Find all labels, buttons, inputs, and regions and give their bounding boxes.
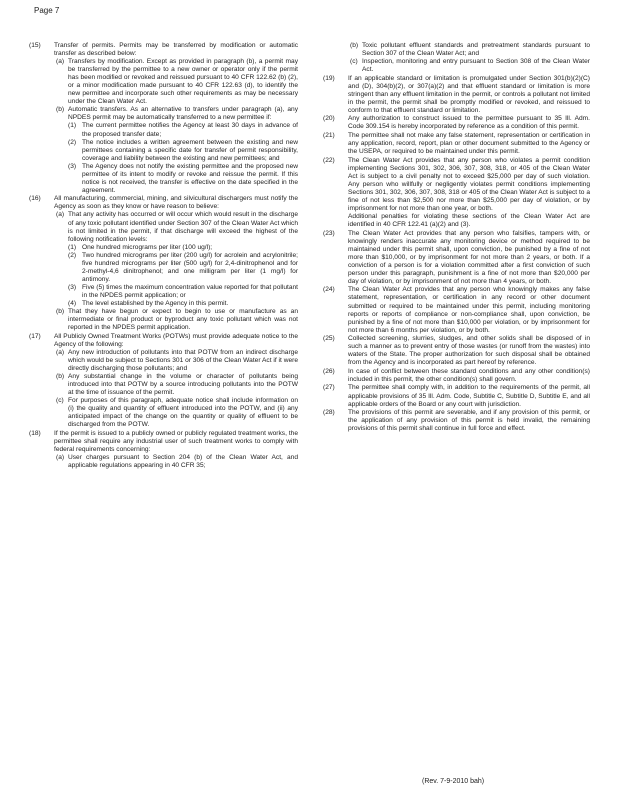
condition-item <box>322 132 590 156</box>
condition-text: All manufacturing, commercial, mining, and silvicultural dischargers must notify the Agency as soon as they know or have reason to believe: <box>54 195 298 211</box>
nested-subcondition-label: (3) <box>68 283 77 291</box>
condition-item <box>322 368 590 384</box>
nested-subcondition <box>68 244 298 252</box>
condition-text: If an applicable standard or limitation is promulgated under Section 301(b)(2)(C) and (D), 304(b)(2), or 307(a)(2) and that effluent standard or limitation is more stringent than any effluent limitation in the permit, or controls a pollutant not limited in the permit, the permit shall be promptly modified or revoked, and reissued to conform to that effluent standard or limitation. <box>348 74 590 114</box>
subcondition-label: (b) <box>350 42 359 49</box>
condition-number: (15) <box>29 42 41 49</box>
left-column <box>28 42 298 470</box>
subcondition <box>54 373 298 397</box>
condition-item <box>322 115 590 131</box>
nested-subcondition <box>68 284 298 300</box>
nested-subcondition <box>68 139 298 163</box>
condition-text: Transfer of permits. Permits may be transferred by modification or automatic transfer as described below: <box>54 42 298 58</box>
subcondition-label: (a) <box>56 211 65 219</box>
subcondition <box>348 58 590 74</box>
subcondition-label: (b) <box>56 308 65 316</box>
page-number: Page 7 <box>34 6 60 15</box>
condition-number: (23) <box>323 229 335 237</box>
condition-extra-text: Additional penalties for violating these sections of the Clean Water Act are identified in 40 CFR 122.41 (a)(2) and (3). <box>348 212 590 229</box>
nested-subcondition-text: Five (5) times the maximum concentration value reported for that pollutant in the NPDES permit application; or <box>82 283 298 299</box>
condition-number: (16) <box>29 195 41 203</box>
condition-item <box>322 286 590 334</box>
condition-item <box>322 384 590 408</box>
subcondition <box>54 308 298 332</box>
subcondition-text: Any new introduction of pollutants into that POTW from an indirect discharge which would be subject to Sections 301 or 306 of the Clean Water Act if it were directly discharging those pollutants; and <box>68 348 298 372</box>
condition-text: The permittee shall not make any false statement, representation or certification in any application, record, report, plan or other document submitted to the Agency or the USEPA, or required to be maintained under this permit. <box>348 132 590 156</box>
condition-number: (25) <box>323 335 335 343</box>
subcondition-text: That they have begun or expect to begin to use or manufacture as an intermediate or final product or byproduct any toxic pollutant which was not reported in the NPDES permit application. <box>68 308 298 332</box>
right-column <box>322 42 590 434</box>
subcondition <box>54 106 298 195</box>
subcondition-text: Automatic transfers. As an alternative to transfers under paragraph (a), any NPDES permit may be automatically transferred to a new permittee if: <box>68 106 298 122</box>
condition-text: Collected screening, slurries, sludges, and other solids shall be disposed of in such a manner as to prevent entry of those wastes (or runoff from the wastes) into waters of the State. The proper authorization for such disposal shall be obtained from the Agency and is incorporated as part hereof by reference. <box>348 335 590 367</box>
subcondition-text: Any substantial change in the volume or character of pollutants being introduced into that POTW by a source introducing pollutants into the POTW at the time of issuance of the permit. <box>68 372 298 397</box>
condition-text: Any authorization to construct issued to the permittee pursuant to 35 Ill. Adm. Code 309.154 is hereby incorporated by reference as a condition of this permit. <box>348 115 590 131</box>
revision-footer: (Rev. 7-9-2010 bah) <box>422 778 485 785</box>
condition-number: (18) <box>29 429 41 437</box>
condition-number: (20) <box>323 115 335 123</box>
nested-subcondition-text: Two hundred micrograms per liter (200 ug/l) for acrolein and acrylonitrile; five hundred micrograms per liter (500 ug/l) for 2,4-dinitrophenol and for 2-methyl-4,6 dinitrophenol; and one milligram per liter (1 mg/l) for antimony. <box>82 251 298 283</box>
condition-item <box>322 409 590 433</box>
condition-item <box>322 75 590 115</box>
condition-text: All Publicly Owned Treatment Works (POTWs) must provide adequate notice to the Agency of the following: <box>54 332 298 348</box>
subcondition-label: (a) <box>56 348 65 356</box>
condition-item <box>28 333 298 430</box>
nested-subcondition <box>68 300 298 308</box>
subcondition-text: User charges pursuant to Section 204 (b) of the Clean Water Act, and applicable regulations appearing in 40 CFR 35; <box>68 453 298 469</box>
subcondition <box>54 397 298 429</box>
condition-text: The provisions of this permit are severable, and if any provision of this permit, or the application of any provision of this permit is held invalid, the remaining provisions of this permit shall continue in full force and effect. <box>348 409 590 433</box>
subcondition-text: For purposes of this paragraph, adequate notice shall include information on (i) the quality and quantity of effluent introduced into the POTW, and (ii) any anticipated impact of the change on the quantity or quality of effluent to be discharged from the POTW. <box>68 397 298 429</box>
nested-subcondition-label: (4) <box>68 300 77 307</box>
nested-subcondition-text: One hundred micrograms per liter (100 ug/l); <box>82 243 213 251</box>
condition-number: (28) <box>323 409 335 417</box>
condition-number: (21) <box>323 132 335 140</box>
condition-item <box>28 195 298 332</box>
nested-subcondition-label: (1) <box>68 243 77 251</box>
condition-number: (22) <box>323 156 335 164</box>
subcondition-label: (a) <box>56 453 65 461</box>
nested-subcondition-label: (3) <box>68 162 77 170</box>
condition-number: (24) <box>323 286 335 294</box>
subcondition-label: (c) <box>56 397 64 405</box>
subcondition-text: Transfers by modification. Except as provided in paragraph (b), a permit may be transferred by the permittee to a new owner or operator only if the permit has been modified or revoked and reissued pursuant to 40 CFR 122.62 (b) (2), or a minor modification made pursuant to 40 CFR 122.63 (d), to identify the new permittee and incorporate such other requirements as may be necessary under the Clean Water Act. <box>68 58 298 106</box>
condition-number: (26) <box>323 367 335 375</box>
condition-text: In case of conflict between these standard conditions and any other condition(s) included in this permit, the other condition(s) shall govern. <box>348 367 590 383</box>
condition-item <box>322 335 590 367</box>
condition-text: The Clean Water Act provides that any person who violates a permit condition implementing Sections 301, 302, 306, 307, 308, 318, or 405 of the Clean Water Act is subject to a civil penalty not to exceed $25,000 per day of such violation. Any person who willfully or negligently violates permit conditions implementing Sections 301, 302, 306, 307, 308, 318 or 405 of the Clean Water Act is subject to a fine of not less than $2,500 nor more than $25,000 per day of violation, or by imprisonment for not more than one year, or both. <box>348 156 590 212</box>
condition-item <box>28 42 298 195</box>
subcondition <box>54 349 298 373</box>
subcondition-text: Inspection, monitoring and entry pursuant to Section 308 of the Clean Water Act. <box>362 58 590 74</box>
nested-subcondition-label: (1) <box>68 122 77 130</box>
subcondition <box>348 42 590 58</box>
condition-item <box>322 42 590 74</box>
condition-text: If the permit is issued to a publicly owned or publicly regulated treatment works, the permittee shall require any industrial user of such treatment works to comply with federal requirements concerning: <box>54 429 298 453</box>
condition-text: The permittee shall comply with, in addition to the requirements of the permit, all applicable provisions of 35 Ill. Adm. Code, Subtitle C, Subtitle D, Subtitle E, and all applicable orders of the Board or any court with jurisdiction. <box>348 384 590 408</box>
nested-subcondition-label: (2) <box>68 251 77 259</box>
condition-text: The Clean Water Act provides that any person who knowingly makes any false statement, representation, or certification in any record or other document submitted or required to be maintained under this permit, including monitoring reports or reports of compliance or non-compliance shall, upon conviction, be punished by a fine of not more than $10,000 per violation, or by imprisonment for not more than 6 months per violation, or by both. <box>348 286 590 334</box>
nested-subcondition-label: (2) <box>68 138 77 146</box>
subcondition <box>54 454 298 470</box>
nested-subcondition <box>68 163 298 195</box>
nested-subcondition-text: The notice includes a written agreement between the existing and new permittees containing a specific date for transfer of permit responsibility, coverage and liability between the existing and new permittees; and <box>82 138 298 162</box>
condition-text: The Clean Water Act provides that any person who falsifies, tampers with, or knowingly renders inaccurate any monitoring device or method required to be maintained under this permit shall, upon conviction, be punished by a fine of not more than $10,000, or by imprisonment for not more than 2 years, or both. If a conviction of a person is for a violation committed after a first conviction of such person under this paragraph, punishment is a fine of not more than $20,000 per day of violation, or by imprisonment of not more than 4 years, or both. <box>348 229 590 285</box>
condition-number: (17) <box>29 332 41 340</box>
condition-item <box>322 230 590 286</box>
subcondition-label: (b) <box>56 106 65 114</box>
subcondition-label: (a) <box>56 58 65 66</box>
subcondition-label: (c) <box>350 58 358 66</box>
subcondition-label: (b) <box>56 372 65 380</box>
condition-number: (19) <box>323 74 335 82</box>
condition-item <box>322 157 590 229</box>
subcondition <box>54 211 298 308</box>
nested-subcondition-text: The level established by the Agency in this permit. <box>82 300 229 307</box>
subcondition-text: That any activity has occurred or will occur which would result in the discharge of any toxic pollutant identified under Section 307 of the Clean Water Act which is not limited in the permit, if that discharge will exceed the highest of the following notification levels: <box>68 211 298 243</box>
condition-number: (27) <box>323 384 335 392</box>
condition-item <box>28 430 298 470</box>
nested-subcondition-text: The current permittee notifies the Agency at least 30 days in advance of the proposed transfer date; <box>82 122 298 138</box>
subcondition-text: Toxic pollutant effluent standards and pretreatment standards pursuant to Section 307 of the Clean Water Act; and <box>362 42 590 58</box>
nested-subcondition <box>68 252 298 284</box>
nested-subcondition <box>68 122 298 138</box>
nested-subcondition-text: The Agency does not notify the existing permittee and the proposed new permittee of its intent to modify or revoke and reissue the permit. If this notice is not received, the transfer is effective on the date specified in the agreement. <box>82 162 298 194</box>
subcondition <box>54 58 298 106</box>
